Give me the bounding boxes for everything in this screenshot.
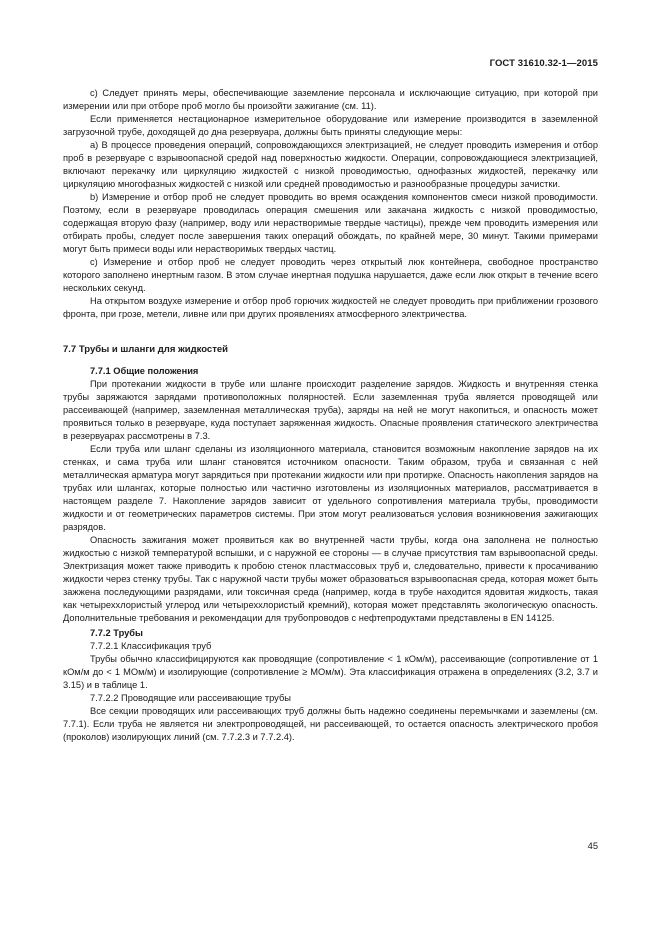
section-heading: 7.7 Трубы и шланги для жидкостей [63, 344, 228, 355]
clause-heading: 7.7.2.2 Проводящие или рассеивающие трубы [90, 693, 291, 703]
paragraph: Опасность зажигания может проявиться как во внутренней части трубы, когда она заполнена не полностью жидкостью с низкой температурой вспышки, и с наружной ее стороны — в случае присутствия там взрывоопасной среды. Электризация может также приводить к пробою стенок пластмассовых труб и, следовательно, привести к просачиванию жидкости через стенку трубы. Так с наружной части трубы может образоваться взрывоопасная среда, которая может быть зажжена последующими разрядами, или токсичная среда (например, когда в трубе находится ядовитая жидкость, такая как четыреххлористый углерод или четыреххлористый кремний), которая может представлять экологическую опасность. Дополнительные требования и рекомендации для трубопроводов с нефтепродуктами представлены в EN 14125. [63, 535, 598, 623]
subsection-heading: 7.7.2 Трубы [90, 628, 143, 638]
paragraph: При протекании жидкости в трубе или шланге происходит разделение зарядов. Жидкость и внутренняя стенка трубы заряжаются зарядами противоположных полярностей. Если заземленная труба является проводящей или рассеивающей (например, заземленная металлическая труба), заряды на ней не могут накопиться, и опасность может проявиться только в резервуаре, куда поступает заряженная жидкость. Опасные проявления статического электричества в резервуарах рассмотрены в 7.3. [63, 379, 598, 441]
page-body [63, 87, 598, 744]
subsection-heading: 7.7.1 Общие положения [90, 366, 199, 376]
paragraph: Если применяется нестационарное измерительное оборудование или измерение производится в заземленной загрузочной трубе, доходящей до дна резервуара, должны быть приняты следующие меры: [63, 114, 598, 137]
paragraph: c) Измерение и отбор проб не следует проводить через открытый люк контейнера, свободное пространство которого заполнено инертным газом. В этом случае инертная подушка нарушается, даже если люк открыт в течение всего нескольких секунд. [63, 257, 598, 293]
paragraph: Если труба или шланг сделаны из изоляционного материала, становится возможным накопление зарядов на их стенках, и сама труба или шланг становятся источником опасности. Таким образом, труба и связанная с ней металлическая арматура могут зарядиться при протекании жидкости или при протирке. Опасность накопления зарядов на трубах или шлангах, которые полностью или частично изготовлены из изоляционных материалов, рассматривается в настоящем разделе 7. Накопление зарядов зависит от удельного сопротивления материала трубы, проводимости жидкости и от геометрических параметров системы. При этом могут реализоваться условия возникновения зажигающих разрядов. [63, 444, 598, 532]
paragraph: a) В процессе проведения операций, сопровождающихся электризацией, не следует проводить измерения и отбор проб в резервуаре с взрывоопасной средой над поверхностью жидкости. Операции, сопровождающиеся электризацией, включают перекачку или циркуляцию жидкостей с низкой проводимостью, однофазных жидкостей, перекачку или циркуляцию многофазных жидкостей с низкой или средней проводимостью и разнообразные процедуры зачистки. [63, 140, 598, 189]
clause-heading: 7.7.2.1 Классификация труб [90, 641, 212, 651]
document-header: ГОСТ 31610.32-1—2015 [489, 58, 598, 69]
page-number: 45 [587, 841, 598, 851]
paragraph: На открытом воздухе измерение и отбор проб горючих жидкостей не следует проводить при приближении грозового фронта, при грозе, метели, ливне или при других проявлениях атмосферного электричества. [63, 296, 598, 319]
paragraph: c) Следует принять меры, обеспечивающие заземление персонала и исключающие ситуацию, при которой при измерении или при отборе проб могло бы произойти зажигание (см. 11). [63, 88, 598, 111]
paragraph: Все секции проводящих или рассеивающих труб должны быть надежно соединены перемычками и заземлены (см. 7.7.1). Если труба не является ни электропроводящей, ни рассеивающей, то остается опасность электрического пробоя (проколов) изолирующих линий (см. 7.7.2.3 и 7.7.2.4). [63, 706, 598, 742]
paragraph: Трубы обычно классифицируются как проводящие (сопротивление < 1 кОм/м), рассеивающие (сопротивление от 1 кОм/м до < 1 МОм/м) и изолирующие (сопротивление ≥ МОм/м). Эта классификация отражена в определениях (3.2, 3.7 и 3.15) и в таблице 1. [63, 654, 598, 690]
paragraph: b) Измерение и отбор проб не следует проводить во время осаждения компонентов смеси низкой проводимости. Поэтому, если в резервуаре проводилась операция смешения или закачана жидкость с низкой проводимостью, содержащая вторую фазу (например, воду или нерастворимые твердые частицы), прежде чем проводить измерения или отбирать пробы, следует после завершения таких операций обождать, по крайней мере, 30 минут. Такими примерами могут быть примеси воды или нерастворимых твердых частиц. [63, 192, 598, 254]
